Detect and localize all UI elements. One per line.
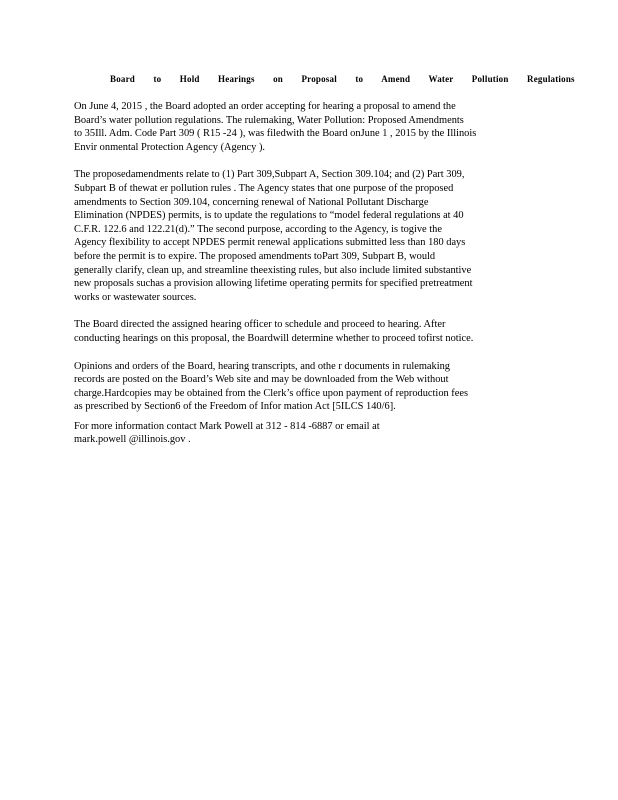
text-line: For more information contact Mark Powell at 312 - 814 -6887 or email at	[74, 420, 380, 432]
document-body	[74, 100, 534, 461]
text-line: The proposedamendments relate to (1) Part 309,Subpart A, Section 309.104; and (2) Part 309,	[74, 169, 465, 181]
document-title: Board to Hold Hearings on Proposal to Amend Water Pollution Regulations	[110, 74, 575, 84]
text-line: new proposals suchas a provision allowing lifetime operating permits for specified pretreatment	[74, 278, 473, 290]
paragraph-hearing-officer	[74, 318, 534, 345]
text-line: amendments to Section 309.104, concerning renewal of National Pollutant Discharge	[74, 196, 429, 208]
text-line: as prescribed by Section6 of the Freedom of Infor mation Act [5ILCS 140/6].	[74, 401, 396, 413]
text-line: before the permit is to expire. The proposed amendments toPart 309, Subpart B, would	[74, 250, 436, 262]
paragraph-contact	[74, 420, 534, 447]
text-line: generally clarify, clean up, and streamline theexisting rules, but also include limited substantive	[74, 264, 472, 276]
text-line: On June 4, 2015 , the Board adopted an order accepting for hearing a proposal to amend the	[74, 101, 456, 112]
text-line: C.F.R. 122.6 and 122.21(d).” The second purpose, according to the Agency, is togive the	[74, 223, 442, 235]
paragraph-order-adopted	[74, 100, 534, 154]
text-line: Elimination (NPDES) permits, is to update the regulations to “model federal regulations at 40	[74, 210, 464, 222]
text-line: records are posted on the Board’s Web site and may be downloaded from the Web without	[74, 374, 449, 386]
text-line: to 35Ill. Adm. Code Part 309 ( R15 -24 ), was filedwith the Board onJune 1 , 2015 by the Illinois	[74, 128, 477, 140]
text-line: charge.Hardcopies may be obtained from the Clerk’s office upon payment of reproduction fees	[74, 387, 469, 399]
text-line: Board’s water pollution regulations. The rulemaking, Water Pollution: Proposed Amendments	[74, 114, 464, 126]
paragraph-documents-availability	[74, 360, 534, 414]
paragraph-proposed-amendments	[74, 168, 534, 304]
contact-email-text: mark.powell @illinois.gov .	[74, 434, 191, 446]
text-line: conducting hearings on this proposal, the Boardwill determine whether to proceed tofirst notice.	[74, 332, 474, 344]
text-line: Envir onmental Protection Agency (Agency ).	[74, 141, 266, 153]
text-line: The Board directed the assigned hearing officer to schedule and proceed to hearing. After	[74, 319, 446, 331]
text-line: Agency flexibility to accept NPDES permit renewal applications submitted less than 180 days	[74, 237, 466, 249]
text-line: works or wastewater sources.	[74, 291, 197, 303]
text-line: Subpart B of thewat er pollution rules . The Agency states that one purpose of the proposed	[74, 182, 454, 194]
text-line: Opinions and orders of the Board, hearing transcripts, and othe r documents in rulemaking	[74, 360, 450, 372]
